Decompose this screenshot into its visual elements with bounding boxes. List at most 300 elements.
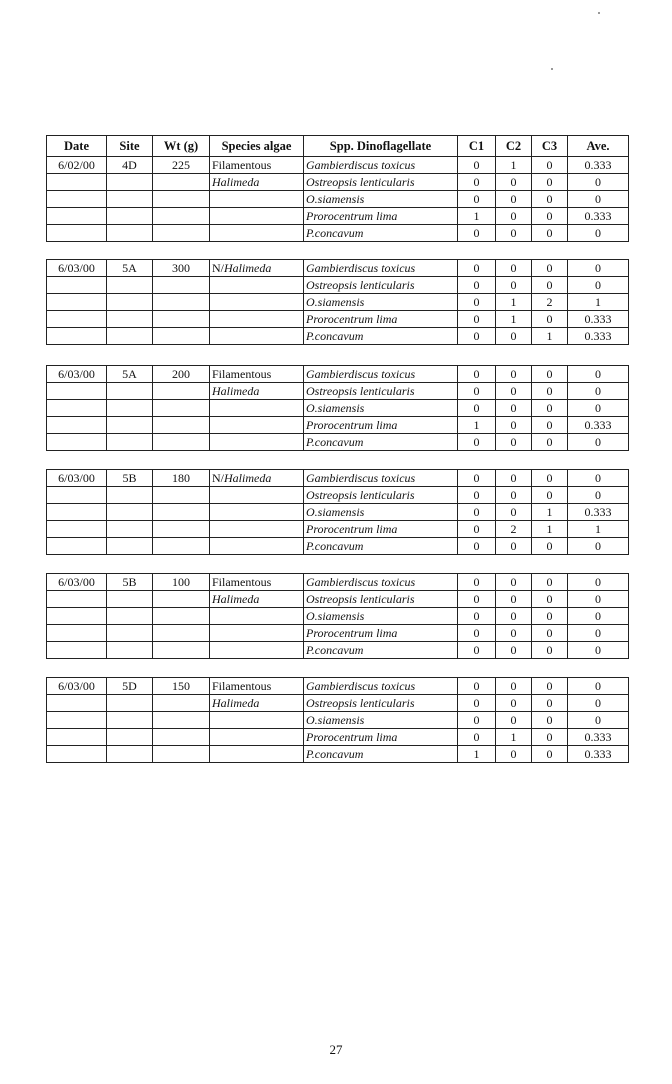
site-cell — [107, 487, 153, 504]
site-cell: 4D — [107, 157, 153, 174]
column-header: Species algae — [210, 136, 304, 157]
site-cell — [107, 434, 153, 451]
scan-speck — [551, 68, 553, 70]
site-cell — [107, 521, 153, 538]
c3-cell: 0 — [532, 366, 568, 383]
weight-cell — [153, 311, 210, 328]
average-cell: 0.333 — [568, 729, 629, 746]
table-row — [47, 294, 629, 311]
average-cell: 1 — [568, 294, 629, 311]
dinoflagellate-cell: O.siamensis — [304, 608, 458, 625]
weight-cell: 225 — [153, 157, 210, 174]
c1-cell: 0 — [458, 311, 496, 328]
table-row — [47, 591, 629, 608]
sample-table — [46, 677, 629, 763]
sample-table — [46, 469, 629, 555]
c1-cell: 0 — [458, 625, 496, 642]
algae-cell — [210, 434, 304, 451]
site-cell: 5B — [107, 470, 153, 487]
c1-cell: 0 — [458, 487, 496, 504]
date-cell — [47, 538, 107, 555]
weight-cell — [153, 608, 210, 625]
algae-genus: Halimeda — [212, 384, 260, 398]
algae-cell — [210, 712, 304, 729]
date-cell — [47, 746, 107, 763]
algae-cell — [210, 591, 304, 608]
dinoflagellate-cell: Gambierdiscus toxicus — [304, 678, 458, 695]
algae-cell — [210, 225, 304, 242]
site-cell — [107, 591, 153, 608]
site-cell — [107, 538, 153, 555]
site-cell — [107, 712, 153, 729]
weight-cell: 100 — [153, 574, 210, 591]
c2-cell: 0 — [496, 574, 532, 591]
algae-genus: Halimeda — [212, 592, 260, 606]
table-row — [47, 470, 629, 487]
c1-cell: 0 — [458, 695, 496, 712]
average-cell: 0 — [568, 174, 629, 191]
table-row — [47, 366, 629, 383]
date-cell — [47, 294, 107, 311]
weight-cell — [153, 174, 210, 191]
weight-cell: 150 — [153, 678, 210, 695]
table-row — [47, 642, 629, 659]
weight-cell — [153, 695, 210, 712]
c1-cell: 0 — [458, 642, 496, 659]
average-cell: 0 — [568, 695, 629, 712]
weight-cell — [153, 642, 210, 659]
algae-cell — [210, 400, 304, 417]
algae-cell — [210, 294, 304, 311]
c2-cell: 0 — [496, 487, 532, 504]
site-cell — [107, 400, 153, 417]
c2-cell: 0 — [496, 608, 532, 625]
average-cell: 0.333 — [568, 417, 629, 434]
algae-genus: Halimeda — [224, 261, 272, 275]
date-cell — [47, 591, 107, 608]
c2-cell: 0 — [496, 591, 532, 608]
c2-cell: 0 — [496, 746, 532, 763]
c3-cell: 0 — [532, 608, 568, 625]
average-cell: 0 — [568, 383, 629, 400]
date-cell — [47, 712, 107, 729]
c3-cell: 0 — [532, 174, 568, 191]
algae-cell — [210, 311, 304, 328]
average-cell: 0 — [568, 608, 629, 625]
table-row — [47, 277, 629, 294]
dinoflagellate-cell: O.siamensis — [304, 400, 458, 417]
site-cell — [107, 174, 153, 191]
column-header: Site — [107, 136, 153, 157]
c2-cell: 1 — [496, 729, 532, 746]
dinoflagellate-cell: Ostreopsis lenticularis — [304, 277, 458, 294]
site-cell — [107, 328, 153, 345]
algae-cell — [210, 608, 304, 625]
table-row — [47, 678, 629, 695]
weight-cell — [153, 591, 210, 608]
average-cell: 0 — [568, 678, 629, 695]
table-row — [47, 695, 629, 712]
date-cell — [47, 695, 107, 712]
c1-cell: 0 — [458, 591, 496, 608]
dinoflagellate-cell: Ostreopsis lenticularis — [304, 174, 458, 191]
c3-cell: 0 — [532, 729, 568, 746]
c1-cell: 0 — [458, 504, 496, 521]
date-cell: 6/03/00 — [47, 260, 107, 277]
dinoflagellate-cell: Gambierdiscus toxicus — [304, 574, 458, 591]
dinoflagellate-cell: P.concavum — [304, 225, 458, 242]
dinoflagellate-cell: Ostreopsis lenticularis — [304, 591, 458, 608]
c3-cell: 1 — [532, 521, 568, 538]
algae-cell — [210, 174, 304, 191]
c3-cell: 1 — [532, 328, 568, 345]
average-cell: 0.333 — [568, 157, 629, 174]
algae-label: N/ — [212, 261, 224, 275]
c2-cell: 1 — [496, 294, 532, 311]
c3-cell: 0 — [532, 695, 568, 712]
table-row — [47, 538, 629, 555]
algae-genus: Halimeda — [212, 175, 260, 189]
c3-cell: 0 — [532, 311, 568, 328]
column-header: C1 — [458, 136, 496, 157]
c3-cell: 0 — [532, 746, 568, 763]
c2-cell: 0 — [496, 625, 532, 642]
c1-cell: 0 — [458, 608, 496, 625]
algae-label: Filamentous — [212, 679, 272, 693]
c3-cell: 0 — [532, 712, 568, 729]
c2-cell: 1 — [496, 311, 532, 328]
c3-cell: 2 — [532, 294, 568, 311]
table-row — [47, 174, 629, 191]
weight-cell — [153, 191, 210, 208]
weight-cell — [153, 328, 210, 345]
average-cell: 0 — [568, 574, 629, 591]
average-cell: 0 — [568, 434, 629, 451]
table-row — [47, 400, 629, 417]
table-row — [47, 417, 629, 434]
c1-cell: 1 — [458, 208, 496, 225]
c3-cell: 0 — [532, 277, 568, 294]
c1-cell: 0 — [458, 225, 496, 242]
table-row — [47, 608, 629, 625]
table-row — [47, 504, 629, 521]
date-cell — [47, 521, 107, 538]
column-header: Spp. Dinoflagellate — [304, 136, 458, 157]
c3-cell: 0 — [532, 487, 568, 504]
date-cell — [47, 608, 107, 625]
average-cell: 0 — [568, 366, 629, 383]
site-cell — [107, 746, 153, 763]
algae-cell — [210, 538, 304, 555]
dinoflagellate-cell: O.siamensis — [304, 712, 458, 729]
c2-cell: 0 — [496, 434, 532, 451]
column-header: Ave. — [568, 136, 629, 157]
algae-cell — [210, 417, 304, 434]
average-cell: 0 — [568, 642, 629, 659]
c1-cell: 0 — [458, 470, 496, 487]
c2-cell: 2 — [496, 521, 532, 538]
dinoflagellate-cell: Ostreopsis lenticularis — [304, 383, 458, 400]
c1-cell: 0 — [458, 712, 496, 729]
average-cell: 0.333 — [568, 208, 629, 225]
dinoflagellate-cell: Prorocentrum lima — [304, 521, 458, 538]
table-row — [47, 191, 629, 208]
table-row — [47, 729, 629, 746]
table-row — [47, 225, 629, 242]
c1-cell: 0 — [458, 678, 496, 695]
c1-cell: 0 — [458, 328, 496, 345]
algae-cell — [210, 191, 304, 208]
c1-cell: 0 — [458, 434, 496, 451]
average-cell: 1 — [568, 521, 629, 538]
table-row — [47, 625, 629, 642]
c2-cell: 1 — [496, 157, 532, 174]
c2-cell: 0 — [496, 470, 532, 487]
c3-cell: 0 — [532, 260, 568, 277]
sample-table — [46, 135, 629, 242]
c2-cell: 0 — [496, 695, 532, 712]
c3-cell: 0 — [532, 538, 568, 555]
c3-cell: 0 — [532, 470, 568, 487]
algae-cell — [210, 695, 304, 712]
date-cell — [47, 277, 107, 294]
dinoflagellate-cell: Ostreopsis lenticularis — [304, 487, 458, 504]
average-cell: 0.333 — [568, 328, 629, 345]
c2-cell: 0 — [496, 400, 532, 417]
c3-cell: 0 — [532, 642, 568, 659]
c3-cell: 0 — [532, 208, 568, 225]
date-cell — [47, 225, 107, 242]
sample-table — [46, 573, 629, 659]
page-number: 27 — [329, 1042, 343, 1057]
site-cell — [107, 417, 153, 434]
column-header: C2 — [496, 136, 532, 157]
date-cell — [47, 383, 107, 400]
weight-cell: 200 — [153, 366, 210, 383]
dinoflagellate-cell: Prorocentrum lima — [304, 417, 458, 434]
c3-cell: 0 — [532, 625, 568, 642]
site-cell: 5A — [107, 366, 153, 383]
c1-cell: 0 — [458, 574, 496, 591]
c2-cell: 0 — [496, 383, 532, 400]
weight-cell — [153, 277, 210, 294]
c3-cell: 0 — [532, 383, 568, 400]
weight-cell — [153, 208, 210, 225]
algae-cell — [210, 504, 304, 521]
weight-cell: 180 — [153, 470, 210, 487]
algae-cell — [210, 642, 304, 659]
table-row — [47, 260, 629, 277]
c2-cell: 0 — [496, 328, 532, 345]
weight-cell — [153, 538, 210, 555]
algae-cell — [210, 208, 304, 225]
c1-cell: 1 — [458, 746, 496, 763]
date-cell — [47, 208, 107, 225]
average-cell: 0 — [568, 260, 629, 277]
algae-cell — [210, 746, 304, 763]
site-cell — [107, 294, 153, 311]
date-cell — [47, 191, 107, 208]
site-cell — [107, 642, 153, 659]
weight-cell — [153, 487, 210, 504]
algae-genus: Halimeda — [224, 471, 272, 485]
weight-cell — [153, 746, 210, 763]
dinoflagellate-cell: O.siamensis — [304, 504, 458, 521]
dinoflagellate-cell: P.concavum — [304, 538, 458, 555]
algae-cell — [210, 521, 304, 538]
dinoflagellate-cell: Prorocentrum lima — [304, 729, 458, 746]
sample-table — [46, 365, 629, 451]
weight-cell — [153, 504, 210, 521]
date-cell — [47, 328, 107, 345]
table-row — [47, 208, 629, 225]
algae-cell — [210, 383, 304, 400]
table-row — [47, 383, 629, 400]
algae-cell — [210, 260, 304, 277]
site-cell: 5A — [107, 260, 153, 277]
c3-cell: 0 — [532, 417, 568, 434]
date-cell: 6/03/00 — [47, 574, 107, 591]
table-row — [47, 574, 629, 591]
average-cell: 0 — [568, 277, 629, 294]
average-cell: 0 — [568, 625, 629, 642]
site-cell — [107, 277, 153, 294]
c3-cell: 0 — [532, 225, 568, 242]
date-cell — [47, 487, 107, 504]
site-cell — [107, 695, 153, 712]
table-row — [47, 434, 629, 451]
site-cell: 5D — [107, 678, 153, 695]
weight-cell — [153, 625, 210, 642]
date-cell — [47, 400, 107, 417]
algae-label: N/ — [212, 471, 224, 485]
weight-cell: 300 — [153, 260, 210, 277]
dinoflagellate-cell: P.concavum — [304, 746, 458, 763]
weight-cell — [153, 712, 210, 729]
dinoflagellate-cell: P.concavum — [304, 328, 458, 345]
average-cell: 0.333 — [568, 504, 629, 521]
c3-cell: 0 — [532, 400, 568, 417]
dinoflagellate-cell: Prorocentrum lima — [304, 208, 458, 225]
c2-cell: 0 — [496, 366, 532, 383]
c1-cell: 0 — [458, 521, 496, 538]
c1-cell: 0 — [458, 400, 496, 417]
table-row — [47, 311, 629, 328]
table-row — [47, 746, 629, 763]
date-cell — [47, 434, 107, 451]
date-cell — [47, 504, 107, 521]
dinoflagellate-cell: Gambierdiscus toxicus — [304, 366, 458, 383]
algae-cell — [210, 470, 304, 487]
site-cell — [107, 191, 153, 208]
scan-speck — [598, 12, 600, 14]
date-cell — [47, 642, 107, 659]
algae-label: Filamentous — [212, 158, 272, 172]
c3-cell: 0 — [532, 591, 568, 608]
c3-cell: 0 — [532, 157, 568, 174]
date-cell: 6/03/00 — [47, 678, 107, 695]
site-cell — [107, 225, 153, 242]
dinoflagellate-cell: Prorocentrum lima — [304, 625, 458, 642]
algae-cell — [210, 574, 304, 591]
average-cell: 0 — [568, 591, 629, 608]
algae-cell — [210, 729, 304, 746]
weight-cell — [153, 417, 210, 434]
table-row — [47, 712, 629, 729]
c2-cell: 0 — [496, 191, 532, 208]
date-cell — [47, 625, 107, 642]
algae-label: Filamentous — [212, 367, 272, 381]
c2-cell: 0 — [496, 225, 532, 242]
dinoflagellate-cell: P.concavum — [304, 434, 458, 451]
column-header: Wt (g) — [153, 136, 210, 157]
c1-cell: 0 — [458, 260, 496, 277]
algae-cell — [210, 157, 304, 174]
date-cell — [47, 174, 107, 191]
site-cell — [107, 625, 153, 642]
c1-cell: 0 — [458, 383, 496, 400]
c2-cell: 0 — [496, 538, 532, 555]
dinoflagellate-cell: O.siamensis — [304, 294, 458, 311]
site-cell — [107, 383, 153, 400]
sample-table — [46, 259, 629, 345]
dinoflagellate-cell: Prorocentrum lima — [304, 311, 458, 328]
algae-cell — [210, 625, 304, 642]
algae-genus: Halimeda — [212, 696, 260, 710]
header-row — [47, 136, 629, 157]
c1-cell: 0 — [458, 277, 496, 294]
c3-cell: 0 — [532, 191, 568, 208]
average-cell: 0 — [568, 538, 629, 555]
table-row — [47, 328, 629, 345]
column-header: C3 — [532, 136, 568, 157]
algae-cell — [210, 366, 304, 383]
dinoflagellate-cell: Gambierdiscus toxicus — [304, 470, 458, 487]
dinoflagellate-cell: Gambierdiscus toxicus — [304, 157, 458, 174]
c3-cell: 0 — [532, 574, 568, 591]
average-cell: 0 — [568, 400, 629, 417]
average-cell: 0.333 — [568, 746, 629, 763]
c1-cell: 0 — [458, 366, 496, 383]
dinoflagellate-cell: Gambierdiscus toxicus — [304, 260, 458, 277]
c2-cell: 0 — [496, 174, 532, 191]
date-cell — [47, 417, 107, 434]
algae-cell — [210, 328, 304, 345]
average-cell: 0.333 — [568, 311, 629, 328]
weight-cell — [153, 383, 210, 400]
c1-cell: 1 — [458, 417, 496, 434]
algae-cell — [210, 487, 304, 504]
date-cell — [47, 311, 107, 328]
c2-cell: 0 — [496, 260, 532, 277]
table-row — [47, 157, 629, 174]
c2-cell: 0 — [496, 642, 532, 659]
algae-label: Filamentous — [212, 575, 272, 589]
weight-cell — [153, 225, 210, 242]
date-cell: 6/03/00 — [47, 366, 107, 383]
weight-cell — [153, 294, 210, 311]
site-cell — [107, 729, 153, 746]
site-cell — [107, 208, 153, 225]
c1-cell: 0 — [458, 157, 496, 174]
weight-cell — [153, 521, 210, 538]
average-cell: 0 — [568, 225, 629, 242]
column-header: Date — [47, 136, 107, 157]
table-row — [47, 487, 629, 504]
average-cell: 0 — [568, 712, 629, 729]
c2-cell: 0 — [496, 277, 532, 294]
site-cell — [107, 311, 153, 328]
